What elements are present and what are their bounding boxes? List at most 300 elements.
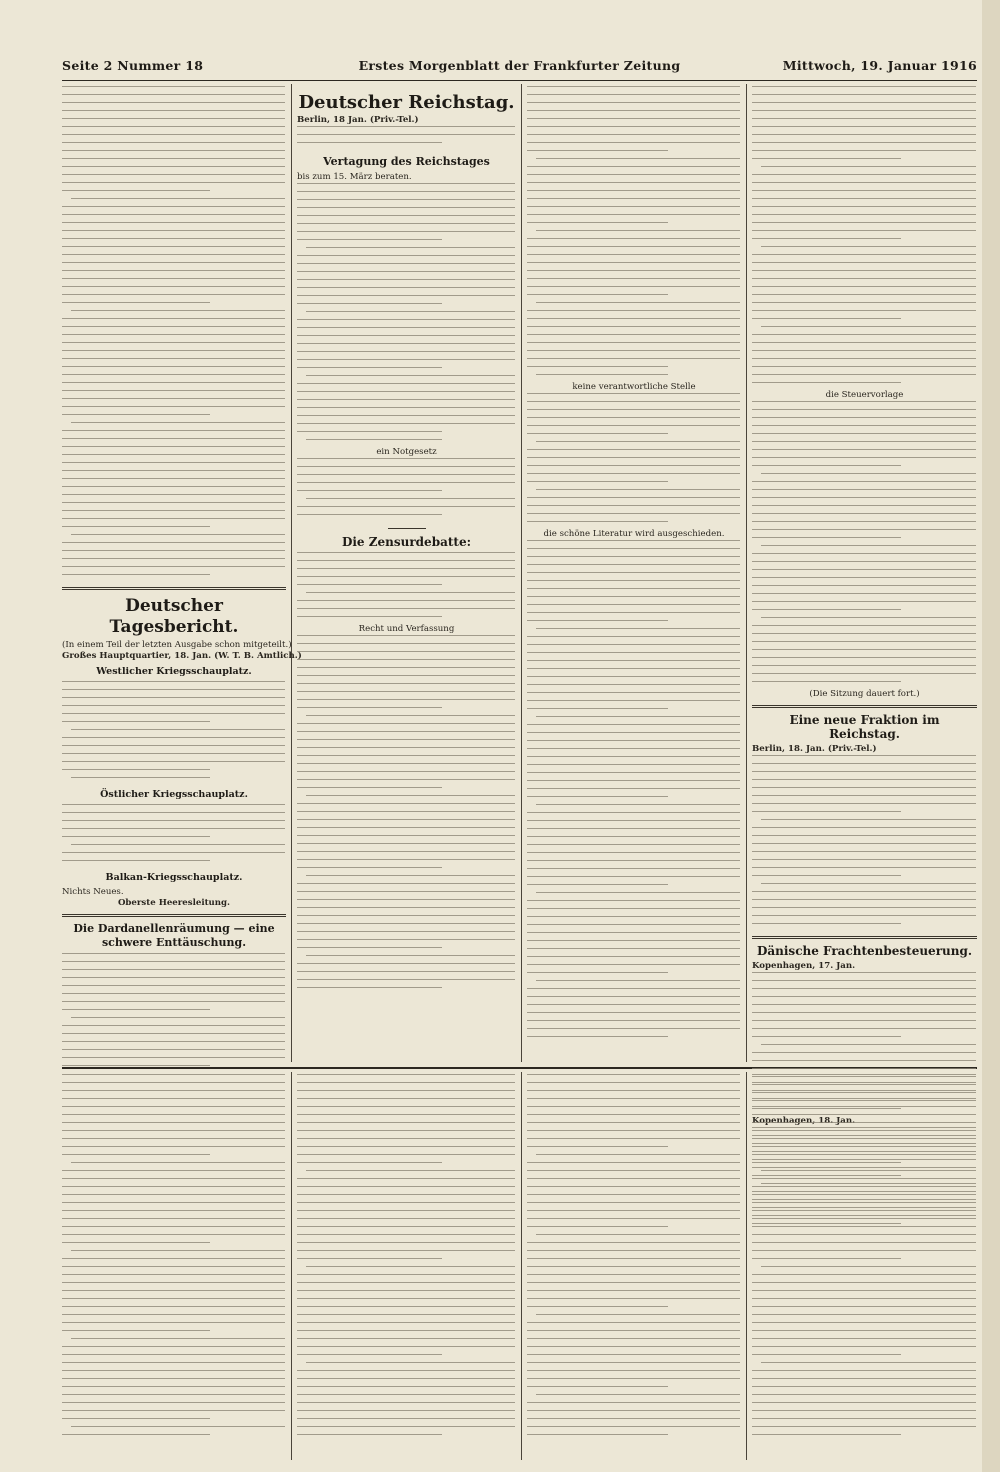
text-line (306, 439, 442, 447)
column-4 (752, 86, 977, 1126)
text-line (752, 286, 976, 294)
feuilleton-text-2 (297, 1074, 516, 1442)
text-line (297, 1210, 515, 1218)
text-line (527, 796, 668, 804)
text-line (62, 150, 285, 158)
text-line (527, 433, 668, 441)
text-line (527, 1186, 740, 1194)
text-line (62, 1402, 285, 1410)
text-line (297, 723, 515, 731)
text-line (62, 761, 285, 769)
text-line (752, 996, 976, 1004)
text-line (752, 278, 976, 286)
text-line (536, 158, 740, 166)
section-divider (62, 914, 286, 917)
text-line (62, 206, 285, 214)
reichstag-debate-cont (297, 458, 516, 522)
text-line (297, 1434, 442, 1442)
text-line (527, 1202, 740, 1210)
text-line (536, 1154, 740, 1162)
text-line (527, 465, 740, 473)
text-line (297, 843, 515, 851)
text-line (527, 102, 740, 110)
text-line (297, 391, 515, 399)
column-2 (297, 86, 516, 1061)
text-line (62, 406, 285, 414)
text-line (752, 1090, 976, 1098)
text-line (752, 1194, 976, 1202)
text-line (62, 985, 285, 993)
text-line (62, 390, 285, 398)
text-line (752, 358, 976, 366)
text-line (752, 972, 976, 980)
text-line (297, 1202, 515, 1210)
text-line (527, 1178, 740, 1186)
text-line (527, 756, 740, 764)
text-line (297, 963, 515, 971)
text-line (527, 1004, 740, 1012)
text-line (536, 1314, 740, 1322)
text-line (62, 769, 210, 777)
text-line (752, 763, 976, 771)
text-line (62, 518, 285, 526)
text-line (297, 907, 515, 915)
text-line (297, 987, 442, 995)
text-line (527, 1346, 740, 1354)
text-line (297, 747, 515, 755)
text-line (527, 1138, 740, 1146)
text-line (62, 222, 285, 230)
text-line (527, 166, 740, 174)
column-1 (62, 86, 302, 1061)
heading-balkan: Balkan-Kriegsschauplatz. (105, 872, 243, 883)
text-line (62, 454, 285, 462)
vertagung-line: bis zum 15. März beraten. (297, 172, 412, 182)
text-line (527, 214, 740, 222)
text-line (297, 423, 515, 431)
text-line (62, 494, 285, 502)
text-line (752, 859, 976, 867)
text-line (752, 1386, 976, 1394)
text-line (62, 366, 285, 374)
text-line (62, 86, 285, 94)
text-line (527, 1082, 740, 1090)
text-line (752, 1290, 976, 1298)
text-line (297, 263, 515, 271)
text-line (62, 190, 210, 198)
text-line (62, 1186, 285, 1194)
text-line (297, 399, 515, 407)
text-line (752, 513, 976, 521)
text-line (752, 334, 976, 342)
text-line (297, 763, 515, 771)
text-line (71, 1017, 285, 1025)
text-line (527, 732, 740, 740)
text-line (297, 867, 442, 875)
text-line (62, 142, 285, 150)
text-line (527, 572, 740, 580)
tagesbericht-note: (In einem Teil der letzten Ausgabe schon mitgeteilt.) (62, 640, 292, 650)
article-fraktion (752, 755, 977, 931)
text-line (297, 971, 515, 979)
text-line (306, 715, 515, 723)
text-line (752, 433, 976, 441)
text-line (62, 486, 285, 494)
text-line (527, 206, 740, 214)
text-line (527, 660, 740, 668)
text-line (752, 174, 976, 182)
text-line (62, 182, 285, 190)
column-rule (291, 1072, 292, 1460)
text-line (527, 580, 740, 588)
text-line (297, 458, 515, 466)
text-line (752, 1036, 901, 1044)
text-line (527, 644, 740, 652)
text-line (62, 94, 285, 102)
text-line (62, 953, 285, 961)
text-line (297, 803, 515, 811)
text-line (62, 804, 285, 812)
text-line (752, 1338, 976, 1346)
text-line (62, 753, 285, 761)
text-line (306, 1170, 515, 1178)
text-line (761, 1044, 976, 1052)
text-line (62, 1194, 285, 1202)
fraktion-dateline: Berlin, 18. Jan. (Priv.-Tel.) (752, 744, 877, 754)
text-line (752, 907, 976, 915)
text-line (752, 1146, 976, 1154)
text-line (752, 374, 976, 382)
text-line (752, 118, 976, 126)
text-line (297, 1314, 515, 1322)
text-line (297, 811, 515, 819)
text-line (761, 166, 976, 174)
text-line (527, 286, 740, 294)
text-line (752, 1098, 976, 1106)
text-line (752, 1298, 976, 1306)
text-line (752, 657, 976, 665)
column-rule (746, 84, 747, 1062)
text-line (752, 366, 976, 374)
text-line (752, 302, 976, 310)
text-line (62, 1041, 285, 1049)
text-line (297, 835, 515, 843)
text-line (527, 278, 740, 286)
text-line (752, 835, 976, 843)
text-line (752, 1402, 976, 1410)
text-line (761, 326, 976, 334)
text-line (536, 892, 740, 900)
text-line (62, 1106, 285, 1114)
text-line (527, 1378, 740, 1386)
text-line (297, 415, 515, 423)
text-line (297, 431, 442, 439)
text-line (752, 1370, 976, 1378)
text-line (71, 310, 285, 318)
article-dardanellen (62, 953, 286, 1073)
text-line (752, 230, 976, 238)
text-line (527, 1266, 740, 1274)
text-line (62, 438, 285, 446)
text-line (297, 295, 515, 303)
text-line (527, 548, 740, 556)
text-line (527, 1402, 740, 1410)
text-line (62, 542, 285, 550)
text-line (297, 1338, 515, 1346)
text-line (527, 588, 740, 596)
text-line (297, 199, 515, 207)
text-line (752, 795, 976, 803)
text-line (297, 739, 515, 747)
text-line (62, 1098, 285, 1106)
text-line (297, 1218, 515, 1226)
text-line (527, 222, 668, 230)
text-line (297, 947, 442, 955)
text-line (752, 843, 976, 851)
text-line (297, 327, 515, 335)
text-line (752, 425, 976, 433)
text-line (527, 513, 740, 521)
text-line (297, 1298, 515, 1306)
text-line (752, 1162, 901, 1170)
reichstag-continued-2 (527, 393, 741, 529)
text-line (62, 566, 285, 574)
text-line (752, 1306, 976, 1314)
feuilleton-text-1 (62, 1074, 286, 1442)
text-line (297, 915, 515, 923)
text-line (62, 254, 285, 262)
text-line (62, 993, 285, 1001)
text-line (761, 1170, 976, 1178)
text-line (62, 1298, 285, 1306)
text-line (62, 318, 285, 326)
text-line (761, 246, 976, 254)
heading-west: Westlicher Kriegsschauplatz. (96, 666, 252, 677)
text-line (62, 969, 285, 977)
text-line (536, 374, 668, 382)
text-line (527, 764, 740, 772)
text-line (297, 287, 515, 295)
text-line (752, 401, 976, 409)
text-line (62, 1114, 285, 1122)
text-line (297, 506, 515, 514)
headline-dardanellen: Die Dardanellenräumung — eine schwere Enttäuschung. (73, 922, 275, 949)
text-line (752, 827, 976, 835)
text-line (527, 1290, 740, 1298)
text-line (297, 899, 515, 907)
text-line (527, 366, 668, 374)
signature-ohl: Oberste Heeresleitung. (117, 898, 231, 908)
text-line (62, 1290, 285, 1298)
feuilleton-column-2 (297, 1074, 516, 1459)
text-line (752, 497, 976, 505)
header-rule (62, 80, 977, 81)
text-line (62, 1082, 285, 1090)
text-line (297, 608, 515, 616)
text-line (752, 1210, 976, 1218)
text-line (752, 441, 976, 449)
text-line (761, 1266, 976, 1274)
feuilleton-column-3 (527, 1074, 741, 1459)
text-line (306, 795, 515, 803)
text-line (297, 231, 515, 239)
text-line (752, 382, 901, 390)
text-line (62, 961, 285, 969)
text-line (752, 1082, 976, 1090)
text-line (62, 1242, 210, 1250)
text-line (527, 1426, 740, 1434)
text-line (527, 94, 740, 102)
text-line (527, 1322, 740, 1330)
text-line (527, 1170, 740, 1178)
text-line (752, 294, 976, 302)
text-line (752, 787, 976, 795)
text-line (752, 238, 901, 246)
text-line (62, 1354, 285, 1362)
text-line (297, 1162, 442, 1170)
text-line (297, 1290, 515, 1298)
text-line (752, 779, 976, 787)
text-line (752, 1012, 976, 1020)
text-line (752, 1394, 976, 1402)
keine-stelle-label: keine verantwortliche Stelle (572, 382, 696, 392)
text-line (62, 1122, 285, 1130)
column-rule (521, 84, 522, 1062)
text-line (752, 1426, 976, 1434)
text-line (297, 1114, 515, 1122)
heading-ost: Östlicher Kriegsschauplatz. (100, 789, 248, 800)
text-line (527, 126, 740, 134)
text-line (527, 620, 668, 628)
text-line (62, 1410, 285, 1418)
text-line (527, 924, 740, 932)
text-line (527, 1130, 740, 1138)
text-line (527, 262, 740, 270)
text-line (536, 230, 740, 238)
text-line (527, 1162, 740, 1170)
text-line (527, 956, 740, 964)
text-line (62, 502, 285, 510)
text-line (306, 375, 515, 383)
text-line (752, 1028, 976, 1036)
text-line (752, 342, 976, 350)
text-line (297, 616, 442, 624)
text-line (752, 899, 976, 907)
text-line (297, 755, 515, 763)
text-line (527, 473, 740, 481)
text-line (752, 988, 976, 996)
text-line (297, 1090, 515, 1098)
headline-frachten: Dänische Frachtenbesteuerung. (756, 944, 973, 958)
text-line (297, 255, 515, 263)
heading-vertagung: Vertagung des Reichstages (323, 155, 490, 168)
text-line (752, 1130, 976, 1138)
text-line (527, 1028, 740, 1036)
text-line (527, 497, 740, 505)
page-header (62, 56, 977, 82)
text-line (297, 819, 515, 827)
headline-reichstag: Deutscher Reichstag. (298, 92, 515, 113)
text-line (527, 318, 740, 326)
text-line (297, 490, 442, 498)
text-line (62, 342, 285, 350)
text-line (752, 915, 976, 923)
text-line (527, 884, 668, 892)
text-line (297, 142, 442, 150)
text-line (62, 294, 285, 302)
text-line (297, 659, 515, 667)
text-line (297, 343, 515, 351)
text-line (752, 222, 976, 230)
text-line (71, 534, 285, 542)
text-line (297, 600, 515, 608)
text-line (527, 457, 740, 465)
feuilleton-column-1 (62, 1074, 286, 1459)
text-line (62, 430, 285, 438)
text-line (752, 593, 976, 601)
separator (388, 528, 426, 529)
text-line (297, 351, 515, 359)
text-line (527, 310, 740, 318)
text-line (62, 398, 285, 406)
text-line (297, 691, 515, 699)
text-line (297, 1154, 515, 1162)
text-line (527, 940, 740, 948)
text-line (527, 1434, 668, 1442)
text-line (297, 931, 515, 939)
text-line (62, 828, 285, 836)
text-line (62, 1362, 285, 1370)
text-line (752, 771, 976, 779)
text-line (752, 681, 901, 689)
text-line (62, 812, 285, 820)
text-line (752, 1122, 976, 1130)
text-line (297, 707, 442, 715)
text-line (527, 948, 740, 956)
text-line (62, 270, 285, 278)
text-line (62, 1330, 210, 1338)
text-line (71, 777, 210, 785)
text-line (536, 716, 740, 724)
text-line (527, 556, 740, 564)
text-line (62, 1065, 210, 1073)
text-line (297, 923, 515, 931)
text-line (752, 449, 976, 457)
frachten-dateline-1: Kopenhagen, 17. Jan. (752, 961, 856, 971)
text-line (297, 1354, 442, 1362)
text-line (752, 86, 976, 94)
text-line (752, 673, 976, 681)
text-line (527, 449, 740, 457)
notgesetz-label: ein Notgesetz (376, 447, 437, 457)
text-line (527, 932, 740, 940)
zensur-body-cont (297, 635, 516, 995)
text-line (752, 803, 976, 811)
text-line (62, 1090, 285, 1098)
text-line (752, 102, 976, 110)
text-line (527, 1386, 668, 1394)
feuilleton-column-4 (752, 1074, 977, 1459)
text-line (297, 1306, 515, 1314)
text-line (752, 134, 976, 142)
text-line (527, 1370, 740, 1378)
text-line (62, 382, 285, 390)
text-line (62, 1322, 285, 1330)
text-line (297, 683, 515, 691)
text-line (71, 422, 285, 430)
text-line (527, 820, 740, 828)
text-line (527, 676, 740, 684)
